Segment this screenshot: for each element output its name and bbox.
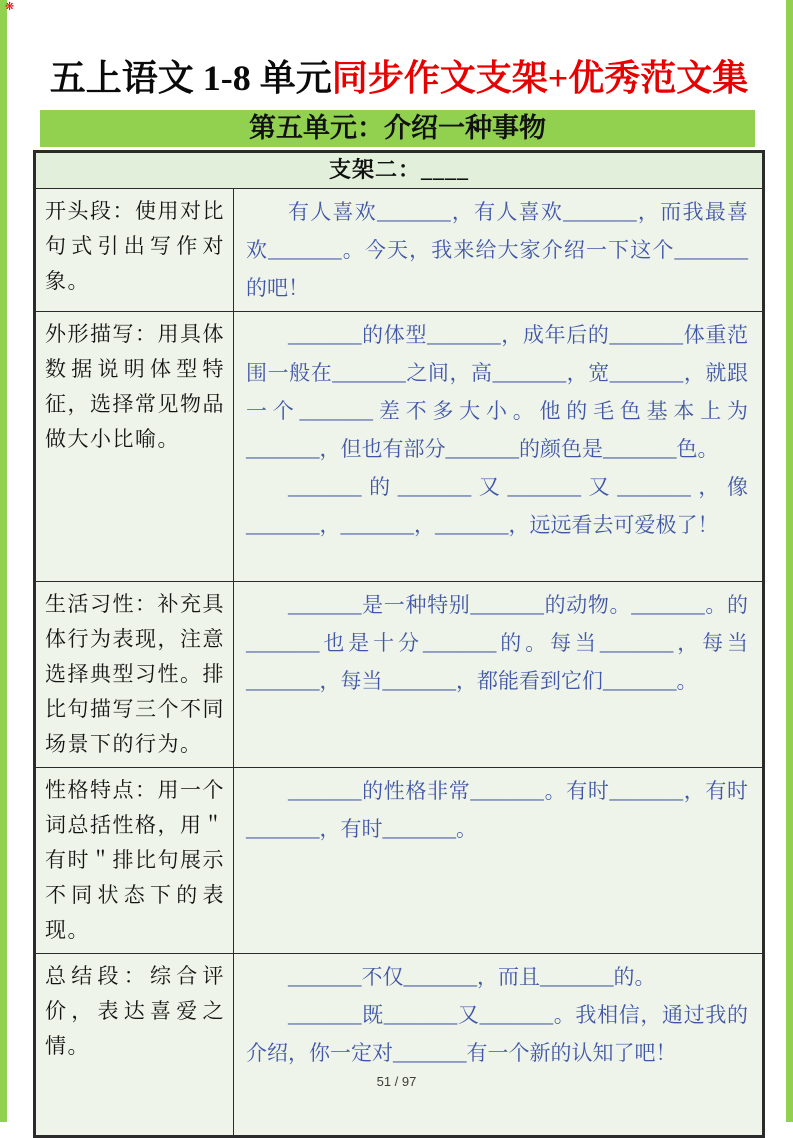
document-title-black-part: 五上语文 1-8 单元 — [49, 58, 332, 98]
scaffold-table-title: 支架二：____ — [35, 152, 764, 189]
row-instruction-cell: 开头段：使用对比句式引出写作对象。 — [35, 189, 234, 312]
row-instruction-cell: 性格特点：用一个词总括性格，用＂有时＂排比句展示不同状态下的表现。 — [35, 768, 234, 954]
fill-blank-paragraph: _______的性格非常_______。有时_______，有时_______，有时_______。 — [246, 779, 748, 841]
row-fill-blank-cell — [234, 954, 764, 1137]
fill-blank-paragraph: _______是一种特别_______的动物。_______。的_______也是十分_______的。每当_______，每当_______，每当_______，都能看到它们_______。 — [246, 593, 748, 693]
corner-decoration-icon: ❋ — [5, 0, 15, 13]
page-number: 51 / 97 — [376, 1074, 417, 1089]
row-instruction-cell: 外形描写：用具体数据说明体型特征，选择常见物品做大小比喻。 — [35, 312, 234, 582]
row-fill-blank-cell — [234, 768, 764, 954]
fill-blank-paragraph: _______的_______又_______又_______，像_______，_______，_______，远远看去可爱极了！ — [246, 475, 748, 537]
row-instruction-cell: 生活习性：补充具体行为表现，注意选择典型习性。排比句描写三个不同场景下的行为。 — [35, 582, 234, 768]
table-row — [35, 954, 764, 1137]
table-header-row — [35, 152, 764, 189]
fill-blank-paragraph: 有人喜欢_______，有人喜欢_______，而我最喜欢_______。今天，我来给大家介绍一下这个_______的吧！ — [246, 200, 748, 300]
row-fill-blank-cell — [234, 189, 764, 312]
left-edge-strip — [0, 0, 7, 1122]
scaffold-table-body — [35, 189, 764, 1137]
row-fill-blank-cell — [234, 582, 764, 768]
fill-blank-paragraph: _______不仅_______，而且_______的。 — [288, 965, 656, 989]
fill-blank-paragraph: _______既_______又_______。我相信，通过我的介绍，你一定对_______有一个新的认知了吧！ — [246, 1003, 748, 1065]
document-page — [33, 0, 765, 1138]
fill-blank-paragraph: _______的体型_______，成年后的_______体重范围一般在_______之间，高_______，宽_______，就跟一个_______差不多大小。他的毛色基本上为_______，但也有部分_______的颜色是_______色。 — [246, 323, 748, 461]
row-fill-blank-cell — [234, 312, 764, 582]
document-title — [33, 54, 765, 102]
scaffold-table — [33, 150, 765, 1138]
table-row — [35, 768, 764, 954]
table-row — [35, 189, 764, 312]
table-row — [35, 312, 764, 582]
table-row — [35, 582, 764, 768]
right-edge-strip — [786, 0, 793, 1122]
row-instruction-cell: 总结段：综合评价，表达喜爱之情。 — [35, 954, 234, 1137]
unit-banner: 第五单元：介绍一种事物 — [40, 110, 755, 147]
document-title-red-part: 同步作文支架+优秀范文集 — [331, 58, 749, 98]
